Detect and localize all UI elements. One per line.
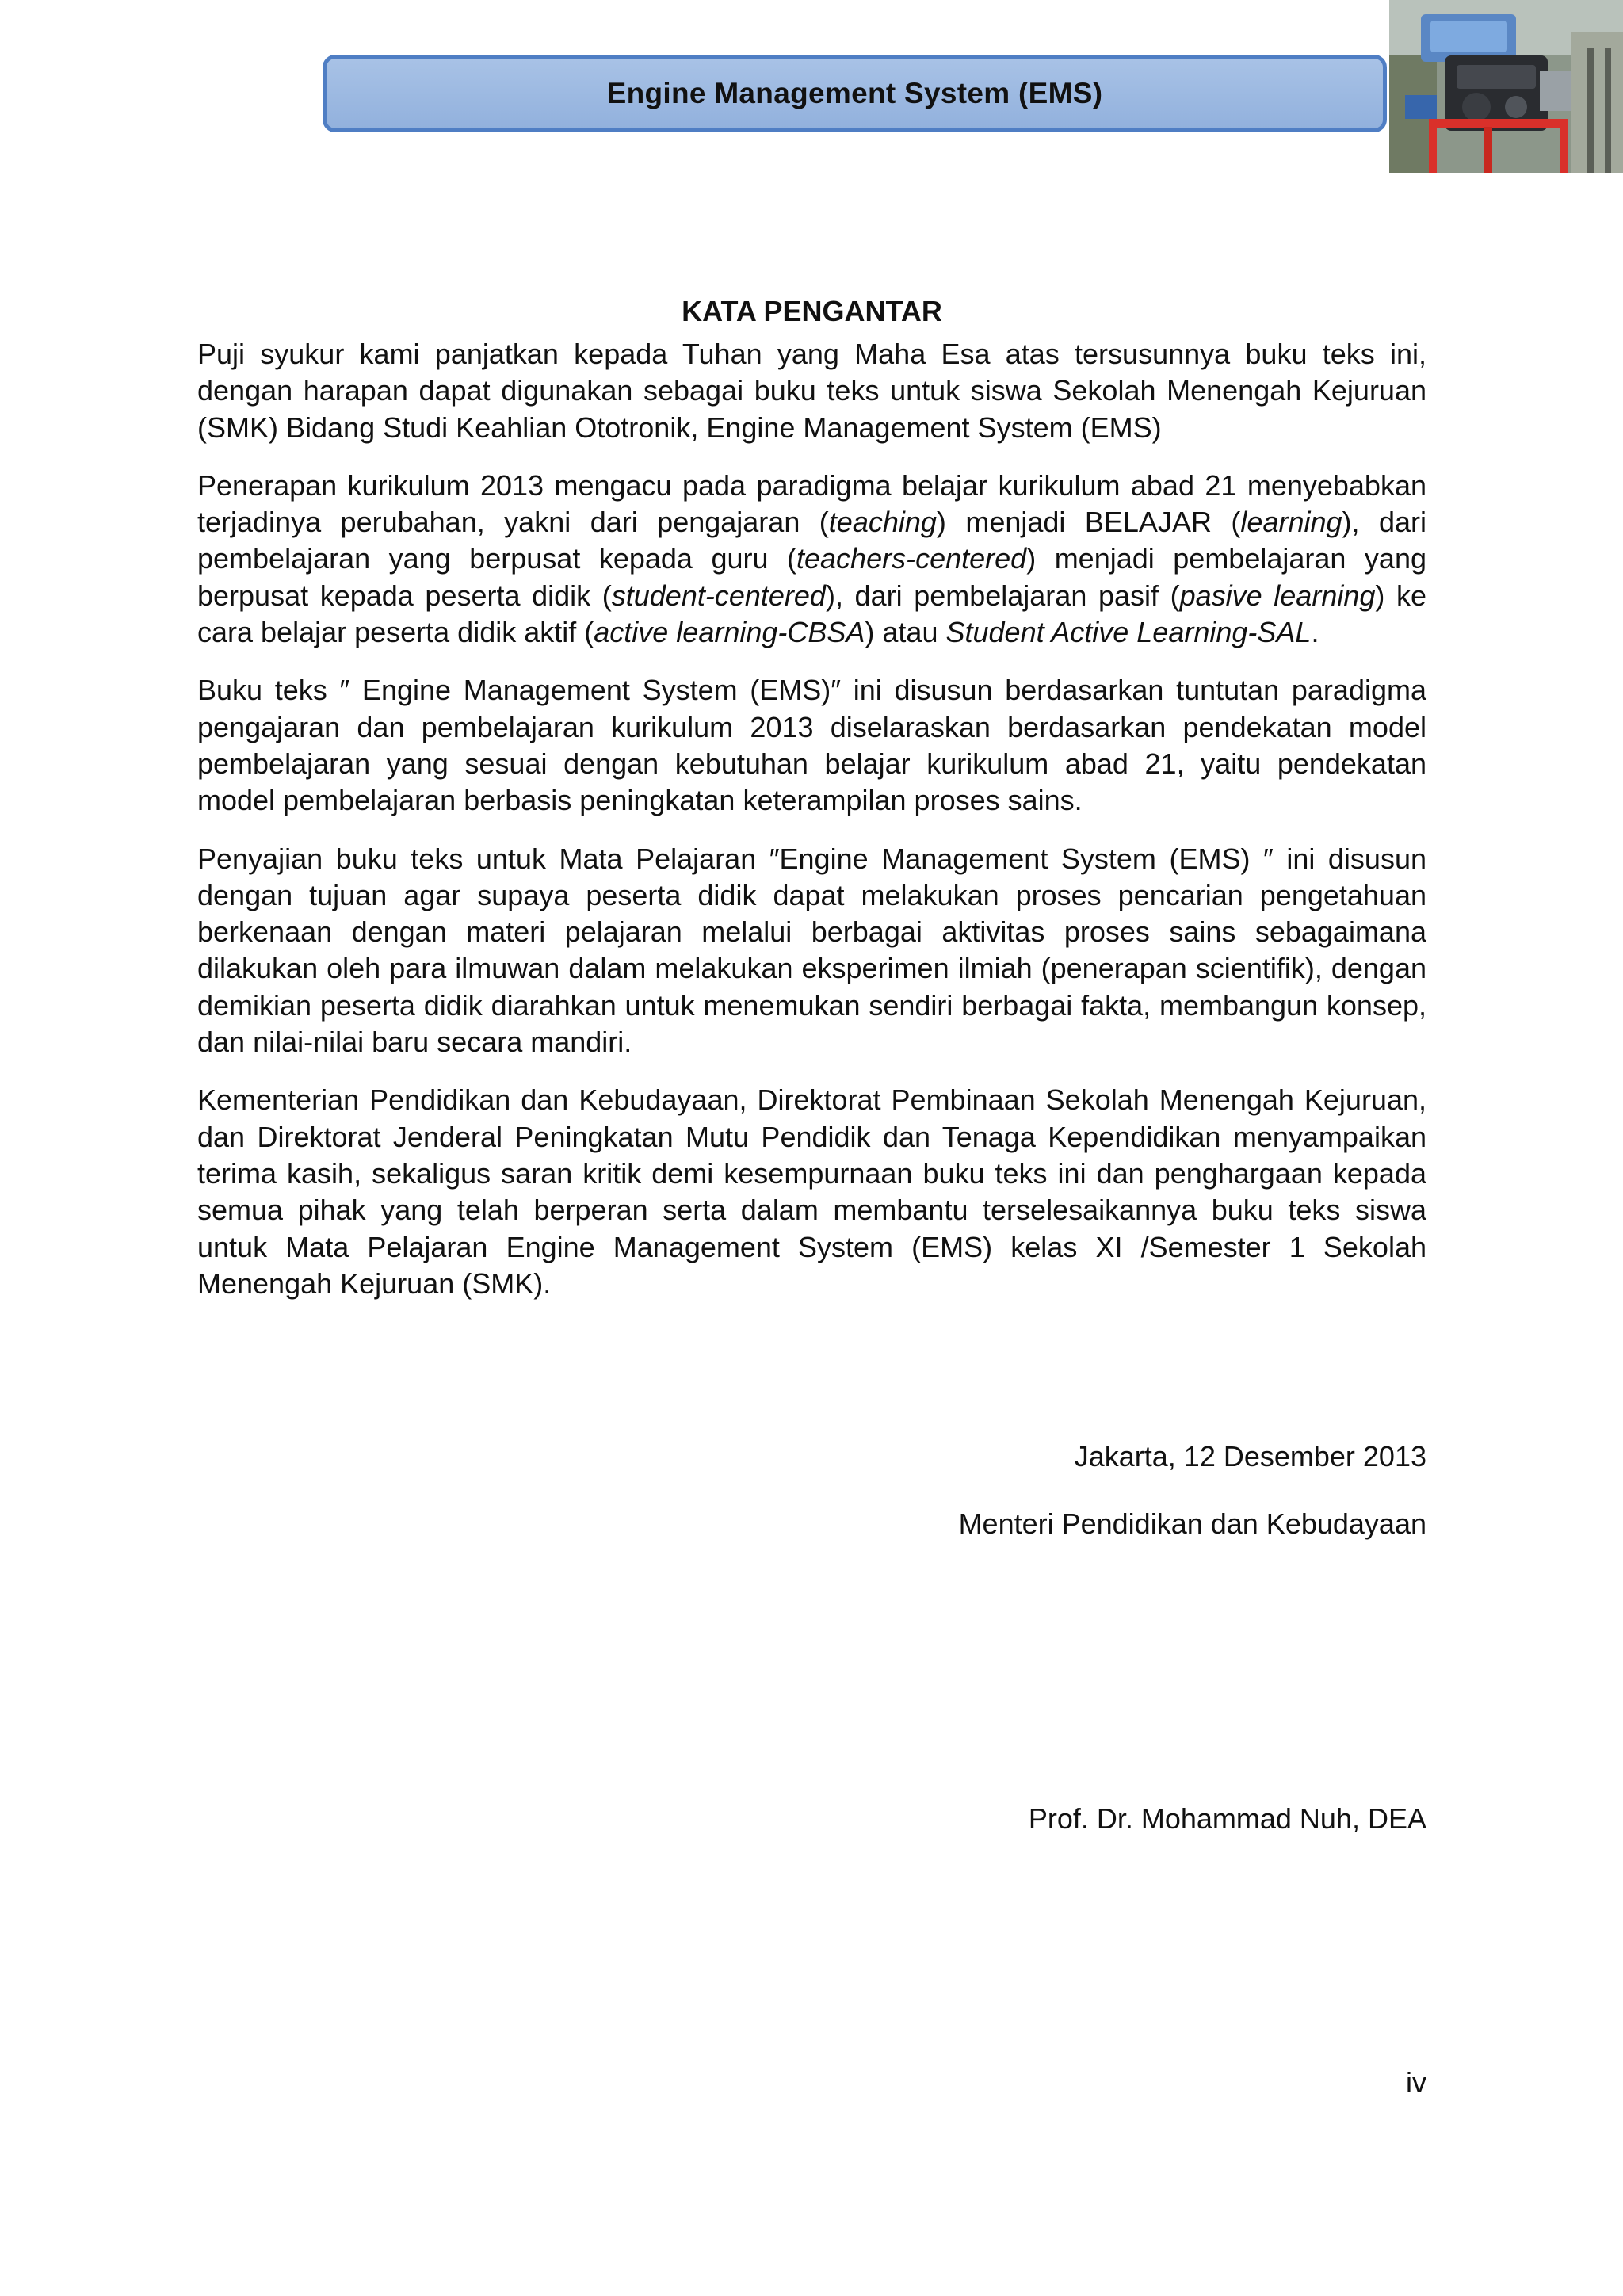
paragraph (197, 468, 1426, 651)
italic-term: student-centered (611, 579, 826, 612)
header-title: Engine Management System (EMS) (606, 77, 1103, 109)
engine-trainer-photo (1389, 0, 1623, 173)
header-banner (323, 55, 1387, 132)
paragraph-text: ) atau (865, 616, 946, 649)
paragraph-text: Kementerian Pendidikan dan Kebudayaan, Direktorat Pembinaan Sekolah Menengah Kejuruan, dan Direktorat Jenderal Peningkatan Mutu Pendidik dan Tenaga Kependidikan menyampaikan terima kasih, sekaligus saran kritik demi kesempurnaan buku teks ini dan penghargaan kepada semua pihak yang telah berperan serta dalam membantu terselesaikannya buku teks siswa untuk Mata Pelajaran Engine Management System (EMS) kelas XI /Semester 1 Sekolah Menengah Kejuruan (SMK). (197, 1083, 1426, 1300)
signature-name: Prof. Dr. Mohammad Nuh, DEA (1028, 1802, 1426, 1835)
engine-photo-illustration (1389, 0, 1623, 173)
paragraph-text: ), dari pembelajaran pasif ( (825, 579, 1180, 612)
paragraph (197, 1082, 1426, 1302)
paragraph-text: Buku teks ″ Engine Management System (EMS)″ ini disusun berdasarkan tuntutan paradigma pengajaran dan pembelajaran kurikulum 2013 diselaraskan berdasarkan pendekatan model pembelajaran yang sesuai dengan kebutuhan belajar kurikulum abad 21, yaitu pendekatan model pembelajaran berbasis peningkatan keterampilan proses sains. (197, 674, 1426, 817)
document-body (197, 293, 1426, 1324)
italic-term: learning (1240, 506, 1342, 539)
page-number: iv (1406, 2066, 1426, 2099)
paragraph-text: Penerapan kurikulum 2013 mengacu pada paradigma belajar kurikulum abad 21 menyebabkan terjadinya perubahan, yakni dari pengajaran ( (197, 468, 1426, 539)
italic-term: Student Active Learning-SAL (945, 616, 1312, 649)
paragraph-text: . (1311, 616, 1319, 649)
signature-role: Menteri Pendidikan dan Kebudayaan (958, 1507, 1426, 1540)
paragraph (197, 841, 1426, 1061)
italic-term: pasive learning (1179, 579, 1376, 612)
paragraph-text: ) ke cara belajar peserta didik aktif ( (197, 579, 1427, 649)
paragraph-list (197, 336, 1426, 1302)
italic-term: teaching (828, 506, 937, 539)
paragraph-text: ), dari pembelajaran yang berpusat kepada guru ( (197, 506, 1426, 575)
paragraph-text: ) menjadi BELAJAR ( (936, 506, 1241, 539)
paragraph (197, 336, 1426, 446)
document-title: KATA PENGANTAR (682, 295, 942, 327)
paragraph-text: Penyajian buku teks untuk Mata Pelajaran ″Engine Management System (EMS) ″ ini disusun dengan tujuan agar supaya peserta didik dapat melakukan proses pencarian pengetahuan berkenaan dengan materi pelajaran melalui berbagai aktivitas proses sains sebagaimana dilakukan oleh para ilmuwan dalam melakukan eksperimen ilmiah (penerapan scientifik), dengan demikian peserta didik diarahkan untuk menemukan sendiri berbagai fakta, membangun konsep, dan nilai-nilai baru secara mandiri. (197, 842, 1426, 1059)
paragraph-text: Puji syukur kami panjatkan kepada Tuhan yang Maha Esa atas tersusunnya buku teks ini, dengan harapan dapat digunakan sebagai buku teks untuk siswa Sekolah Menengah Kejuruan (SMK) Bidang Studi Keahlian Ototronik, Engine Management System (EMS) (197, 338, 1426, 444)
paragraph (197, 672, 1426, 819)
italic-term: teachers-centered (796, 542, 1027, 575)
signature-place-date: Jakarta, 12 Desember 2013 (1074, 1440, 1426, 1473)
paragraph-text: ) menjadi pembelajaran yang berpusat kepada peserta didik ( (197, 542, 1426, 612)
italic-term: active learning-CBSA (594, 616, 865, 649)
